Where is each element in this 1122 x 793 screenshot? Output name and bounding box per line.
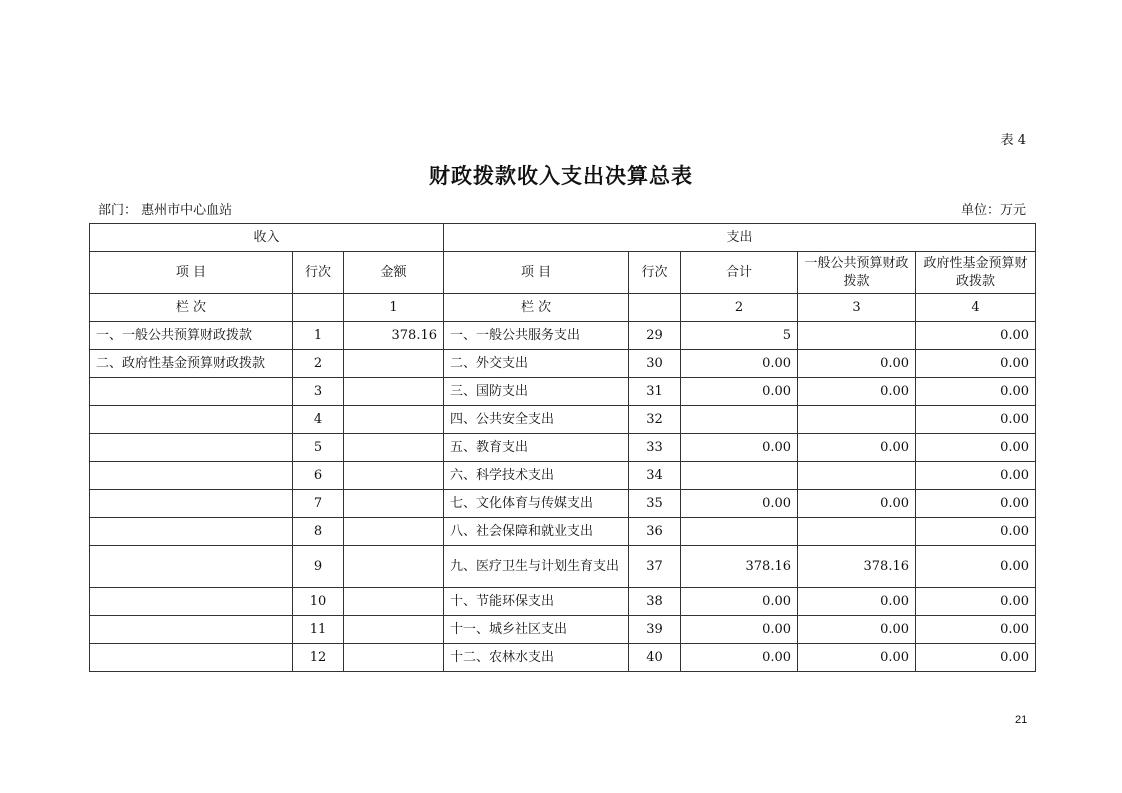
page-number: 21 xyxy=(1015,714,1028,726)
page-title: 财政拨款收入支出决算总表 xyxy=(429,163,693,188)
gov-fund-cell: 0.00 xyxy=(916,322,1036,350)
income-item-cell xyxy=(90,644,293,672)
table-row xyxy=(90,434,1036,462)
gov-fund-cell: 0.00 xyxy=(916,406,1036,434)
gov-fund-cell: 0.00 xyxy=(916,490,1036,518)
income-row-no-cell: 11 xyxy=(293,616,344,644)
expense-item-cell: 九、医疗卫生与计划生育支出 xyxy=(444,546,629,588)
total-cell: 0.00 xyxy=(681,378,798,406)
total-cell xyxy=(681,518,798,546)
income-row-no-cell: 5 xyxy=(293,434,344,462)
table-row xyxy=(90,378,1036,406)
expense-row-no-header: 行次 xyxy=(629,252,681,294)
column-number-3: 3 xyxy=(798,294,916,322)
table-row xyxy=(90,644,1036,672)
expense-item-cell: 十二、农林水支出 xyxy=(444,644,629,672)
income-item-cell: 二、政府性基金预算财政拨款 xyxy=(90,350,293,378)
table-row xyxy=(90,616,1036,644)
general-budget-cell: 0.00 xyxy=(798,588,916,616)
income-item-header: 项 目 xyxy=(90,252,293,294)
column-blank-2 xyxy=(629,294,681,322)
expense-row-no-cell: 36 xyxy=(629,518,681,546)
table-row xyxy=(90,490,1036,518)
expense-row-no-cell: 40 xyxy=(629,644,681,672)
gov-fund-cell: 0.00 xyxy=(916,546,1036,588)
income-row-no-header: 行次 xyxy=(293,252,344,294)
total-header: 合计 xyxy=(681,252,798,294)
income-amount-cell xyxy=(344,588,444,616)
expense-row-no-cell: 37 xyxy=(629,546,681,588)
total-cell: 0.00 xyxy=(681,490,798,518)
budget-table xyxy=(89,223,1036,672)
income-amount-cell xyxy=(344,616,444,644)
income-amount-cell xyxy=(344,434,444,462)
expense-item-cell: 十、节能环保支出 xyxy=(444,588,629,616)
income-amount-cell: 378.16 xyxy=(344,322,444,350)
column-number-4: 4 xyxy=(916,294,1036,322)
expense-row-no-cell: 30 xyxy=(629,350,681,378)
amount-header: 金额 xyxy=(344,252,444,294)
gov-fund-cell: 0.00 xyxy=(916,616,1036,644)
expense-item-cell: 一、一般公共服务支出 xyxy=(444,322,629,350)
column-header-row xyxy=(90,252,1036,294)
general-budget-cell xyxy=(798,406,916,434)
column-number-row xyxy=(90,294,1036,322)
income-item-cell xyxy=(90,518,293,546)
expense-item-cell: 六、科学技术支出 xyxy=(444,462,629,490)
expense-row-no-cell: 31 xyxy=(629,378,681,406)
expense-row-no-cell: 38 xyxy=(629,588,681,616)
general-budget-header: 一般公共预算财政拨款 xyxy=(798,252,916,294)
table-row xyxy=(90,546,1036,588)
income-amount-cell xyxy=(344,546,444,588)
income-item-cell xyxy=(90,546,293,588)
income-row-no-cell: 9 xyxy=(293,546,344,588)
income-row-no-cell: 1 xyxy=(293,322,344,350)
total-cell: 378.16 xyxy=(681,546,798,588)
unit-label: 单位：万元 xyxy=(960,203,1026,218)
gov-fund-cell: 0.00 xyxy=(916,588,1036,616)
income-item-cell xyxy=(90,434,293,462)
department-label: 部门： 惠州市中心血站 xyxy=(98,203,233,218)
income-amount-cell xyxy=(344,350,444,378)
income-item-cell xyxy=(90,406,293,434)
table-row xyxy=(90,350,1036,378)
income-row-no-cell: 8 xyxy=(293,518,344,546)
general-budget-cell: 0.00 xyxy=(798,490,916,518)
total-cell: 5 xyxy=(681,322,798,350)
total-cell xyxy=(681,462,798,490)
table-row xyxy=(90,588,1036,616)
table-number: 表 4 xyxy=(1000,133,1026,148)
expense-item-cell: 二、外交支出 xyxy=(444,350,629,378)
expense-header: 支出 xyxy=(444,224,1036,252)
income-amount-cell xyxy=(344,462,444,490)
column-number-2: 2 xyxy=(681,294,798,322)
general-budget-cell: 0.00 xyxy=(798,434,916,462)
total-cell xyxy=(681,406,798,434)
column-blank xyxy=(293,294,344,322)
column-number-1: 1 xyxy=(344,294,444,322)
section-header-row xyxy=(90,224,1036,252)
total-cell: 0.00 xyxy=(681,616,798,644)
gov-fund-cell: 0.00 xyxy=(916,644,1036,672)
general-budget-cell: 0.00 xyxy=(798,644,916,672)
expense-item-header: 项 目 xyxy=(444,252,629,294)
total-cell: 0.00 xyxy=(681,588,798,616)
expense-item-cell: 五、教育支出 xyxy=(444,434,629,462)
gov-fund-header: 政府性基金预算财政拨款 xyxy=(916,252,1036,294)
table-row xyxy=(90,406,1036,434)
total-cell: 0.00 xyxy=(681,350,798,378)
income-item-cell xyxy=(90,462,293,490)
income-row-no-cell: 10 xyxy=(293,588,344,616)
expense-item-cell: 十一、城乡社区支出 xyxy=(444,616,629,644)
total-cell: 0.00 xyxy=(681,644,798,672)
gov-fund-cell: 0.00 xyxy=(916,378,1036,406)
income-item-cell xyxy=(90,616,293,644)
expense-row-no-cell: 29 xyxy=(629,322,681,350)
general-budget-cell: 0.00 xyxy=(798,616,916,644)
income-row-no-cell: 2 xyxy=(293,350,344,378)
income-amount-cell xyxy=(344,518,444,546)
expense-item-cell: 三、国防支出 xyxy=(444,378,629,406)
expense-item-cell: 八、社会保障和就业支出 xyxy=(444,518,629,546)
gov-fund-cell: 0.00 xyxy=(916,518,1036,546)
expense-row-no-cell: 35 xyxy=(629,490,681,518)
income-amount-cell xyxy=(344,644,444,672)
income-item-cell xyxy=(90,378,293,406)
income-item-cell: 一、一般公共预算财政拨款 xyxy=(90,322,293,350)
income-header: 收入 xyxy=(90,224,444,252)
income-row-no-cell: 7 xyxy=(293,490,344,518)
income-amount-cell xyxy=(344,378,444,406)
gov-fund-cell: 0.00 xyxy=(916,434,1036,462)
income-amount-cell xyxy=(344,406,444,434)
general-budget-cell xyxy=(798,322,916,350)
table-row xyxy=(90,322,1036,350)
income-row-no-cell: 4 xyxy=(293,406,344,434)
table-row xyxy=(90,518,1036,546)
gov-fund-cell: 0.00 xyxy=(916,350,1036,378)
income-row-no-cell: 6 xyxy=(293,462,344,490)
table-row xyxy=(90,462,1036,490)
expense-item-cell: 四、公共安全支出 xyxy=(444,406,629,434)
general-budget-cell: 0.00 xyxy=(798,378,916,406)
income-row-no-cell: 12 xyxy=(293,644,344,672)
income-item-cell xyxy=(90,490,293,518)
expense-row-no-cell: 33 xyxy=(629,434,681,462)
expense-item-cell: 七、文化体育与传媒支出 xyxy=(444,490,629,518)
gov-fund-cell: 0.00 xyxy=(916,462,1036,490)
total-cell: 0.00 xyxy=(681,434,798,462)
general-budget-cell: 0.00 xyxy=(798,350,916,378)
income-item-cell xyxy=(90,588,293,616)
column-label-2: 栏 次 xyxy=(444,294,629,322)
income-amount-cell xyxy=(344,490,444,518)
expense-row-no-cell: 34 xyxy=(629,462,681,490)
general-budget-cell xyxy=(798,462,916,490)
income-row-no-cell: 3 xyxy=(293,378,344,406)
general-budget-cell xyxy=(798,518,916,546)
column-label: 栏 次 xyxy=(90,294,293,322)
general-budget-cell: 378.16 xyxy=(798,546,916,588)
expense-row-no-cell: 39 xyxy=(629,616,681,644)
expense-row-no-cell: 32 xyxy=(629,406,681,434)
